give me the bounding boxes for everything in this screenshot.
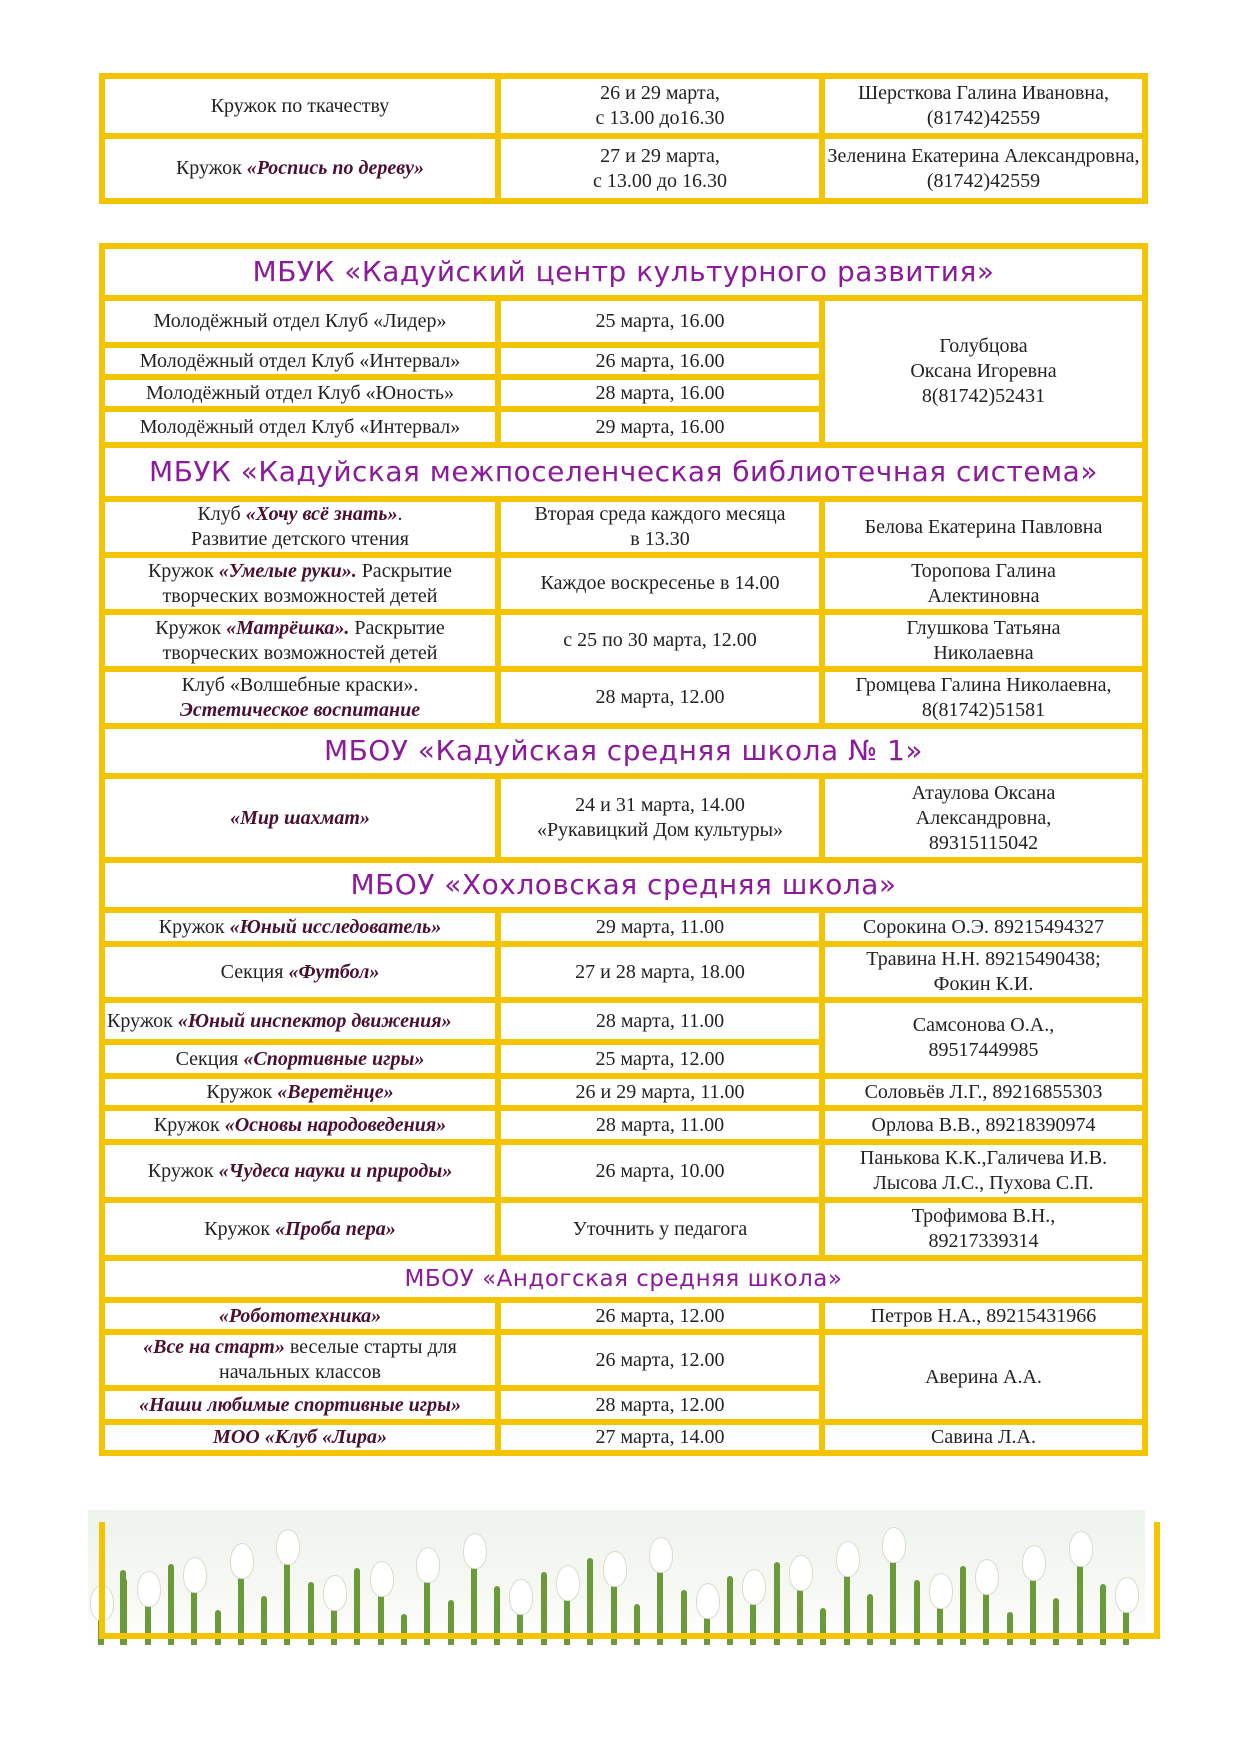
activity-contact: Голубцова Оксана Игоревна 8(81742)52431 (825, 301, 1142, 442)
section-header (105, 863, 1142, 907)
activity-date: 27 марта, 14.00 (501, 1425, 819, 1450)
activity-date: 28 марта, 12.00 (501, 672, 819, 723)
activity-name: Молодёжный отдел Клуб «Интервал» (105, 348, 495, 374)
activity-name: МОО «Клуб «Лира» (105, 1425, 495, 1450)
activity-name: Кружок «Чудеса науки и природы» (105, 1145, 495, 1197)
activity-date: 25 марта, 16.00 (501, 301, 819, 342)
activity-name: Кружок «Роспись по дереву» (105, 139, 495, 198)
section-title: МБОУ «Хохловская средняя школа» (105, 863, 1142, 907)
section-title: МБОУ «Кадуйская средняя школа № 1» (105, 729, 1142, 773)
activity-date: 26 и 29 марта, 11.00 (501, 1079, 819, 1105)
activity-name: Секция «Футбол» (105, 947, 495, 997)
activity-contact: Панькова К.К.,Галичева И.В. Лысова Л.С., Пухова С.П. (825, 1145, 1142, 1197)
activity-contact: Орлова В.В., 89218390974 (825, 1111, 1142, 1139)
activity-date: 26 марта, 10.00 (501, 1145, 819, 1197)
table-row (105, 1003, 1142, 1039)
activity-name: «Наши любимые спортивные игры» (105, 1391, 495, 1419)
section-title: МБОУ «Андогская средняя школа» (105, 1261, 1142, 1297)
section-title: МБУК «Кадуйская межпоселенческая библиотечная система» (105, 448, 1142, 496)
activity-name: Секция «Спортивные игры» (105, 1045, 495, 1073)
section-header (105, 1261, 1142, 1297)
activity-date: Уточнить у педагога (501, 1203, 819, 1255)
activity-name: Молодёжный отдел Клуб «Лидер» (105, 301, 495, 342)
section-header (105, 448, 1142, 496)
table-row (105, 672, 1142, 723)
activity-name: Кружок по ткачеству (105, 79, 495, 133)
activity-contact: Самсонова О.А., 89517449985 (825, 1003, 1142, 1073)
activity-name: Кружок «Юный инспектор движения» (105, 1003, 495, 1039)
section-header (105, 249, 1142, 295)
activity-date: 29 марта, 11.00 (501, 913, 819, 941)
activity-name: Кружок «Веретёнце» (105, 1079, 495, 1105)
table-row (105, 1303, 1142, 1329)
table-row (105, 1425, 1142, 1450)
activity-name: Кружок «Основы народоведения» (105, 1111, 495, 1139)
activity-name: Кружок «Проба пера» (105, 1203, 495, 1255)
table-row (105, 139, 1142, 198)
activity-contact: Аверина А.А. (825, 1335, 1142, 1419)
table-row (105, 1145, 1142, 1197)
activity-contact: Трофимова В.Н., 89217339314 (825, 1203, 1142, 1255)
activity-contact: Белова Екатерина Павловна (825, 502, 1142, 552)
activity-name: Кружок «Умелые руки». Раскрытие творческих возможностей детей (105, 558, 495, 609)
activity-date: 28 марта, 16.00 (501, 380, 819, 406)
activity-date: 24 и 31 марта, 14.00 «Рукавицкий Дом культуры» (501, 779, 819, 857)
main-table (99, 243, 1148, 1456)
activity-name: Кружок «Юный исследователь» (105, 913, 495, 941)
activity-contact: Зеленина Екатерина Александровна, (81742)42559 (825, 139, 1142, 198)
top-table (99, 73, 1148, 204)
activity-date: 25 марта, 12.00 (501, 1045, 819, 1073)
activity-contact: Сорокина О.Э. 89215494327 (825, 913, 1142, 941)
activity-name: Кружок «Матрёшка». Раскрытие творческих возможностей детей (105, 615, 495, 666)
activity-contact: Торопова Галина Алектиновна (825, 558, 1142, 609)
activity-contact: Глушкова Татьяна Николаевна (825, 615, 1142, 666)
activity-date: 28 марта, 11.00 (501, 1111, 819, 1139)
table-row (105, 1203, 1142, 1255)
activity-contact: Атаулова Оксана Александровна, 89315115042 (825, 779, 1142, 857)
section-title: МБУК «Кадуйский центр культурного развития» (105, 249, 1142, 295)
activity-date: 26 марта, 16.00 (501, 348, 819, 374)
activity-date: 28 марта, 12.00 (501, 1391, 819, 1419)
activity-name: Молодёжный отдел Клуб «Интервал» (105, 412, 495, 442)
table-row (105, 1335, 1142, 1385)
decorative-frame (99, 1522, 1160, 1639)
activity-name: Клуб «Волшебные краски». Эстетическое воспитание (105, 672, 495, 723)
table-row (105, 779, 1142, 857)
table-row (105, 301, 1142, 342)
activity-name: Клуб «Хочу всё знать». Развитие детского чтения (105, 502, 495, 552)
table-row (105, 502, 1142, 552)
activity-contact: Шерсткова Галина Ивановна, (81742)42559 (825, 79, 1142, 133)
table-row (105, 913, 1142, 941)
activity-contact: Петров Н.А., 89215431966 (825, 1303, 1142, 1329)
section-header (105, 729, 1142, 773)
activity-date: 26 марта, 12.00 (501, 1303, 819, 1329)
activity-name: Молодёжный отдел Клуб «Юность» (105, 380, 495, 406)
table-row (105, 1079, 1142, 1105)
activity-date: 29 марта, 16.00 (501, 412, 819, 442)
activity-contact: Савина Л.А. (825, 1425, 1142, 1450)
activity-name: «Робототехника» (105, 1303, 495, 1329)
table-row (105, 1111, 1142, 1139)
table-row (105, 79, 1142, 133)
activity-contact: Травина Н.Н. 89215490438; Фокин К.И. (825, 947, 1142, 997)
activity-contact: Соловьёв Л.Г., 89216855303 (825, 1079, 1142, 1105)
activity-contact: Громцева Галина Николаевна, 8(81742)51581 (825, 672, 1142, 723)
activity-date: 27 и 29 марта, с 13.00 до 16.30 (501, 139, 819, 198)
activity-date: Каждое воскресенье в 14.00 (501, 558, 819, 609)
table-row (105, 947, 1142, 997)
activity-date: 26 и 29 марта, с 13.00 до16.30 (501, 79, 819, 133)
activity-date: 26 марта, 12.00 (501, 1335, 819, 1385)
activity-name: «Мир шахмат» (105, 779, 495, 857)
activity-date: с 25 по 30 марта, 12.00 (501, 615, 819, 666)
activity-date: Вторая среда каждого месяца в 13.30 (501, 502, 819, 552)
table-row (105, 558, 1142, 609)
activity-date: 28 марта, 11.00 (501, 1003, 819, 1039)
table-row (105, 615, 1142, 666)
activity-name: «Все на старт» веселые старты для начальных классов (105, 1335, 495, 1385)
activity-date: 27 и 28 марта, 18.00 (501, 947, 819, 997)
